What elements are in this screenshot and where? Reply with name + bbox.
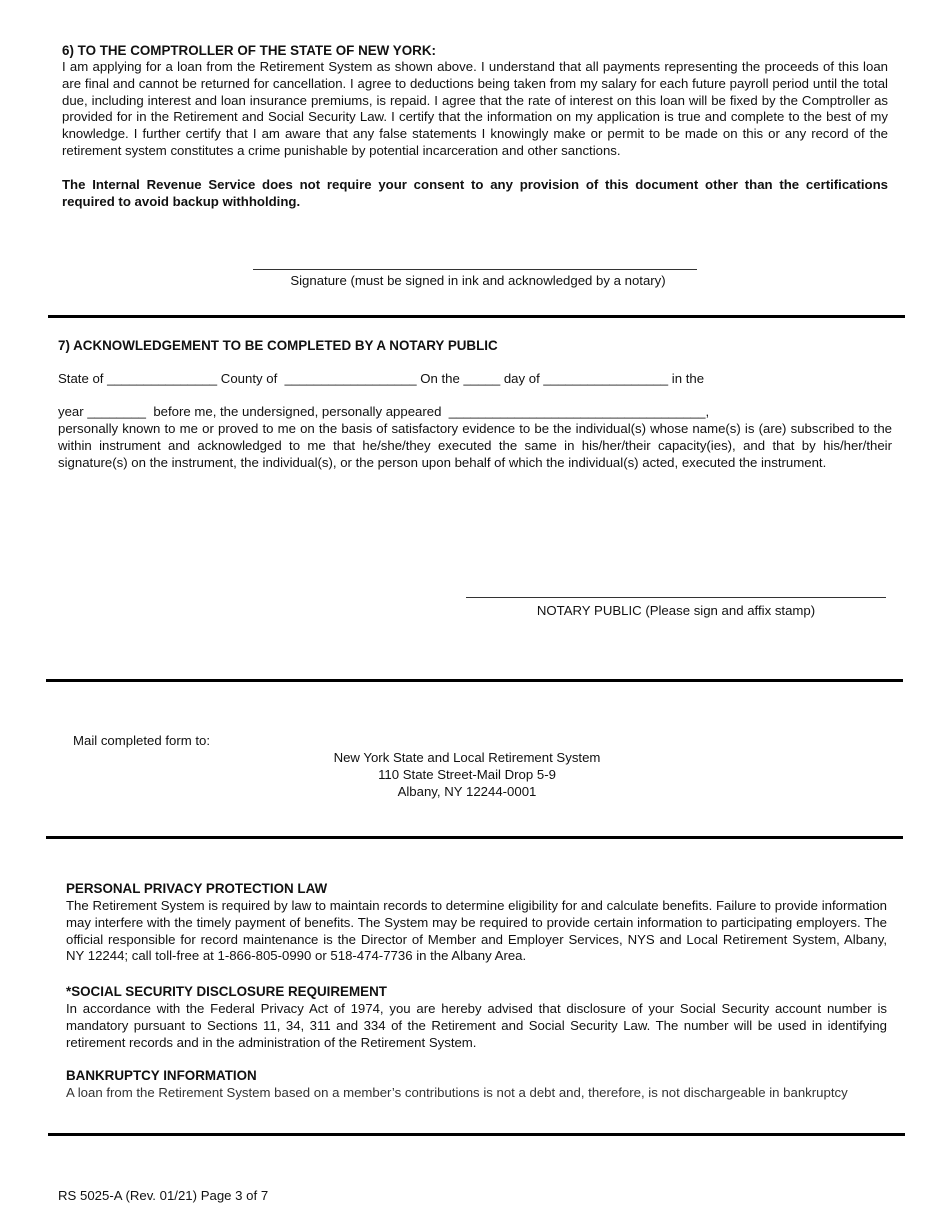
bankruptcy-heading: BANKRUPTCY INFORMATION	[66, 1068, 257, 1083]
bankruptcy-body: A loan from the Retirement System based on a member’s contributions is not a debt and, therefore, is not dischargeable in bankruptcy	[66, 1085, 848, 1100]
ssn-body: In accordance with the Federal Privacy Act of 1974, you are hereby advised that disclosure of your Social Security account number is mandatory pursuant to Sections 11, 34, 311 and 334 of the Retirement and Social Security Law. The number will be used in identifying retirement records and in the administration of the Retirement System.	[66, 1001, 887, 1050]
notary-appearance-line[interactable]: year ________ before me, the undersigned, personally appeared ___________________________________,	[58, 404, 710, 419]
mail-address-line2: 110 State Street-Mail Drop 5-9	[378, 767, 556, 782]
privacy-body: The Retirement System is required by law to maintain records to determine eligibility for and calculate benefits. Failure to provide information may interfere with the timely payment of benefits. The System may be required to provide certain information to participating employers. The official responsible for record maintenance is the Director of Member and Employer Services, NYS and Local Retirement System, Albany, NY 12244; call toll-free at 1-866-805-0990 or 518-474-7736 in the Albany Area.	[66, 898, 887, 964]
privacy-heading: PERSONAL PRIVACY PROTECTION LAW	[66, 881, 328, 896]
notary-venue-line[interactable]: State of _______________ County of __________________ On the _____ day of _________________ in the	[58, 371, 705, 386]
applicant-signature-line[interactable]	[253, 269, 697, 270]
notary-signature-line[interactable]	[466, 597, 886, 598]
divider-3	[46, 836, 903, 839]
divider-1	[48, 315, 905, 318]
mail-label: Mail completed form to:	[73, 733, 211, 748]
ssn-heading: *SOCIAL SECURITY DISCLOSURE REQUIREMENT	[66, 984, 387, 999]
divider-4	[48, 1133, 905, 1136]
acknowledgement-body: personally known to me or proved to me on the basis of satisfactory evidence to be the individual(s) whose name(s) is (are) subscribed to the within instrument and acknowledged to me that he/she/they executed the same in his/her/their capacity(ies), and that by his/her/their signature(s) on the instrument, the individual(s), or the person upon behalf of which the individual(s) acted, executed the instrument.	[58, 421, 892, 470]
mail-address-line3: Albany, NY 12244-0001	[397, 784, 537, 799]
notary-label: NOTARY PUBLIC (Please sign and affix stamp)	[536, 603, 816, 618]
form-id-footer: RS 5025-A (Rev. 01/21) Page 3 of 7	[58, 1188, 269, 1203]
section7-heading: 7) ACKNOWLEDGEMENT TO BE COMPLETED BY A NOTARY PUBLIC	[58, 338, 498, 353]
divider-2	[46, 679, 903, 682]
section6-body: I am applying for a loan from the Retirement System as shown above. I understand that all payments representing the proceeds of this loan are final and cannot be returned for cancellation. I agree to deductions being taken from my salary for each future payroll period until the total due, including interest and loan insurance premiums, is repaid. I agree that the rate of interest on this loan will be fixed by the Comptroller as provided for in the Retirement and Social Security Law. I certify that the information on my application is true and complete to the best of my knowledge. I further certify that I am aware that any false statements I knowingly make or permit to be made on this or any record of the retirement system constitutes a crime punishable by potential incarceration and other sanctions.	[62, 59, 888, 158]
mail-address	[217, 749, 717, 800]
mail-address-line1: New York State and Local Retirement System	[333, 750, 601, 765]
section6-heading: 6) TO THE COMPTROLLER OF THE STATE OF NEW YORK:	[62, 43, 436, 58]
signature-label: Signature (must be signed in ink and acknowledged by a notary)	[290, 273, 666, 288]
irs-notice: The Internal Revenue Service does not require your consent to any provision of this document other than the certifications required to avoid backup withholding.	[62, 177, 888, 209]
